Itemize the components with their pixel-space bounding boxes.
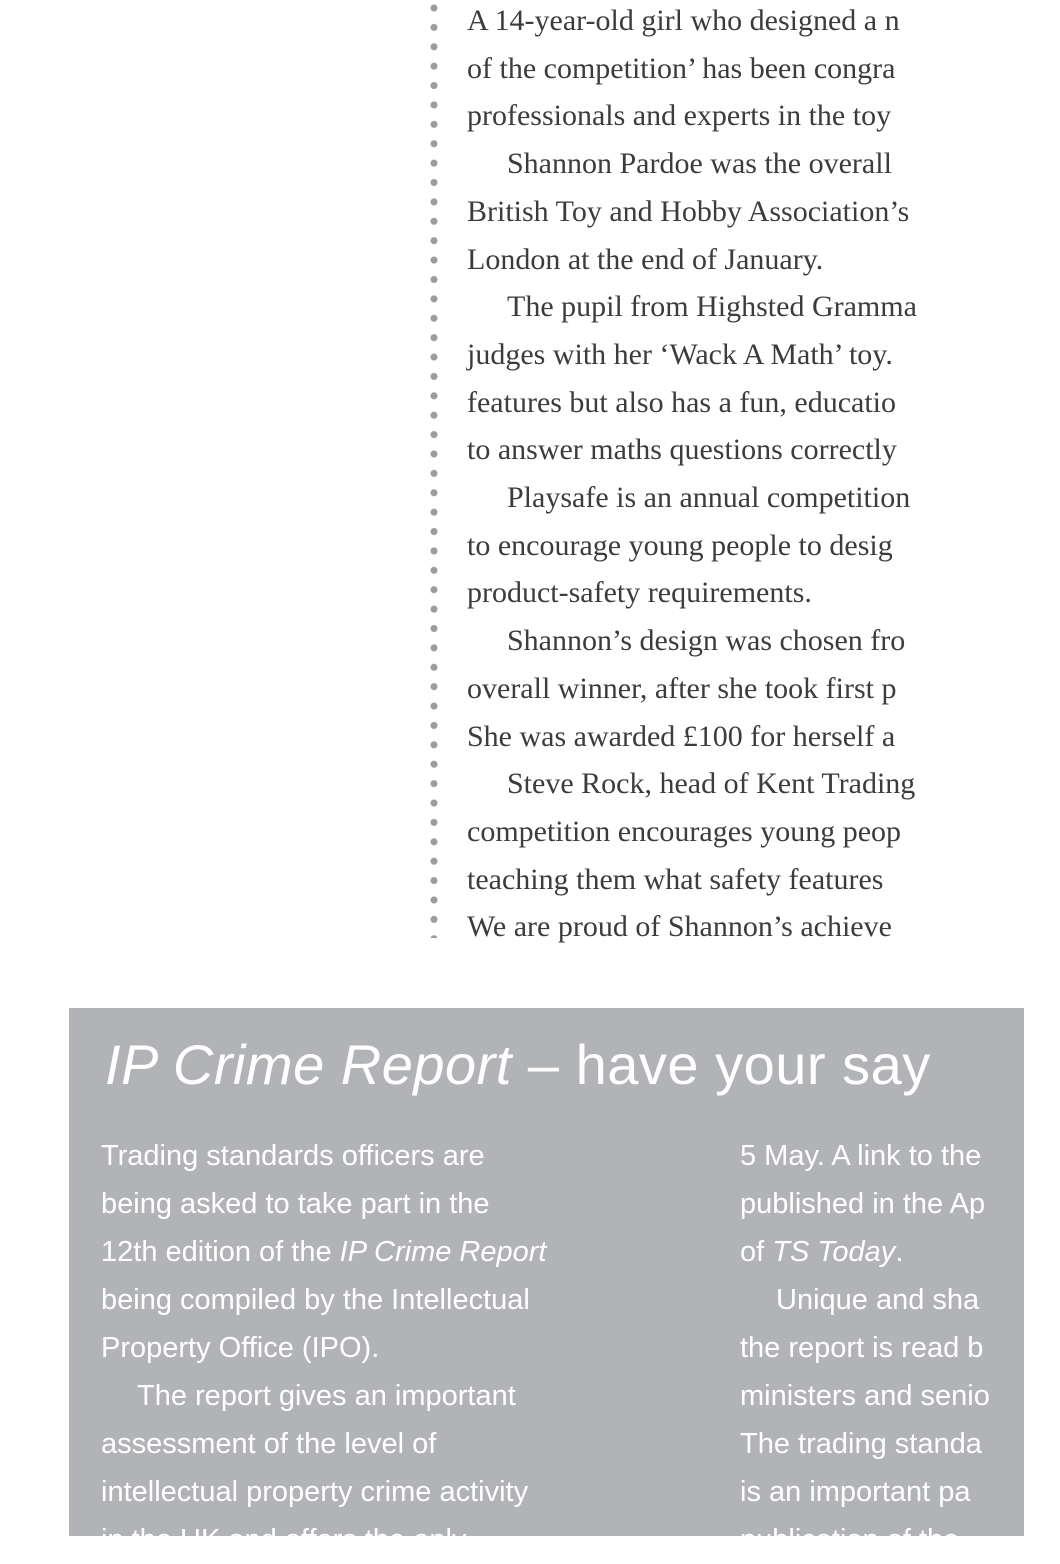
- text-line: [467, 140, 1024, 188]
- text-segment: Shannon Pardoe was the overall: [507, 147, 892, 181]
- text-line: [467, 379, 1024, 427]
- text-segment: Steve Rock, head of Kent Trading: [507, 767, 916, 801]
- text-segment: product-safety requirements.: [467, 576, 812, 610]
- text-line: [101, 1180, 741, 1228]
- box-title-rest: – have your say: [511, 1033, 931, 1096]
- text-line: [101, 1276, 741, 1324]
- text-line: [467, 808, 1024, 856]
- text-segment: 12th edition of the: [101, 1236, 340, 1268]
- box-column-left: [101, 1132, 741, 1564]
- text-segment: .: [895, 1236, 904, 1268]
- text-line: [467, 474, 1024, 522]
- text-segment: assessment of the level of: [101, 1428, 437, 1460]
- text-segment: Unique and sha: [776, 1284, 980, 1316]
- text-segment: judges with her ‘Wack A Math’ toy.: [467, 337, 893, 371]
- text-segment: overall winner, after she took first p: [467, 671, 897, 705]
- text-line: [467, 45, 1024, 93]
- text-line: [740, 1324, 1060, 1372]
- text-line: [467, 0, 1024, 45]
- text-line: [740, 1372, 1060, 1420]
- text-line: [101, 1468, 741, 1516]
- text-segment: London at the end of January.: [467, 242, 824, 276]
- text-line: [467, 283, 1024, 331]
- text-line: [467, 617, 1024, 665]
- text-line: [467, 331, 1024, 379]
- italic-text-segment: IP Crime Report: [339, 1236, 547, 1268]
- ip-crime-report-box: [69, 1008, 1024, 1556]
- text-line: [467, 426, 1024, 474]
- text-line: [467, 92, 1024, 140]
- dotted-divider: [430, 4, 438, 938]
- text-segment: in the UK and offers the only: [101, 1524, 467, 1556]
- text-segment: 5 May. A link to the: [740, 1140, 982, 1172]
- box-title-italic: IP Crime Report: [105, 1033, 512, 1096]
- text-line: [101, 1420, 741, 1468]
- text-segment: A 14-year-old girl who designed a n: [467, 4, 900, 37]
- text-segment: teaching them what safety features: [467, 862, 884, 896]
- text-line: [467, 522, 1024, 570]
- text-segment: Playsafe is an annual competition: [507, 481, 911, 515]
- text-segment: The pupil from Highsted Gramma: [507, 290, 917, 324]
- text-segment: published in the Ap: [740, 1188, 986, 1220]
- text-segment: to answer maths questions correctly: [467, 433, 897, 467]
- text-line: [467, 713, 1024, 761]
- text-line: [101, 1516, 741, 1564]
- text-segment: The report gives an important: [137, 1380, 516, 1412]
- text-line: [467, 903, 1024, 951]
- text-segment: to encourage young people to desig: [467, 528, 893, 562]
- italic-text-segment: TS Today: [772, 1236, 896, 1268]
- text-segment: of: [740, 1236, 773, 1268]
- text-line: [740, 1516, 1060, 1564]
- text-line: [467, 569, 1024, 617]
- text-segment: Trading standards officers are: [101, 1140, 485, 1172]
- text-segment: features but also has a fun, educatio: [467, 385, 897, 419]
- text-line: [467, 760, 1024, 808]
- text-line: [740, 1132, 1060, 1180]
- article-text-column: [467, 0, 1024, 962]
- text-line: [740, 1276, 1060, 1324]
- text-segment: is an important pa: [740, 1476, 971, 1508]
- text-segment: Property Office (IPO).: [101, 1332, 380, 1364]
- text-line: [740, 1468, 1060, 1516]
- text-line: [467, 856, 1024, 904]
- text-segment: intellectual property crime activity: [101, 1476, 529, 1508]
- text-line: [467, 665, 1024, 713]
- box-title: [105, 1032, 931, 1097]
- text-line: [101, 1132, 741, 1180]
- text-segment: being asked to take part in the: [101, 1188, 490, 1220]
- text-segment: Shannon’s design was chosen fro: [507, 624, 906, 658]
- text-line: [101, 1372, 741, 1420]
- text-segment: competition encourages young peop: [467, 814, 902, 848]
- text-segment: professionals and experts in the toy: [467, 99, 892, 133]
- text-segment: ministers and senio: [740, 1380, 990, 1412]
- text-line: [467, 236, 1024, 284]
- text-segment: of the competition’ has been congra: [467, 51, 896, 85]
- text-line: [467, 188, 1024, 236]
- text-segment: being compiled by the Intellectual: [101, 1284, 530, 1316]
- text-segment: British Toy and Hobby Association’s: [467, 194, 910, 228]
- text-segment: We are proud of Shannon’s achieve: [467, 910, 892, 944]
- text-line: [740, 1180, 1060, 1228]
- text-segment: publication of the: [740, 1524, 960, 1556]
- box-column-right: [740, 1132, 1060, 1564]
- text-segment: the report is read b: [740, 1332, 984, 1364]
- text-line: [101, 1228, 741, 1276]
- text-segment: She was awarded £100 for herself a: [467, 719, 896, 753]
- text-line: [101, 1324, 741, 1372]
- text-line: [740, 1420, 1060, 1468]
- text-line: [740, 1228, 1060, 1276]
- text-segment: The trading standa: [740, 1428, 982, 1460]
